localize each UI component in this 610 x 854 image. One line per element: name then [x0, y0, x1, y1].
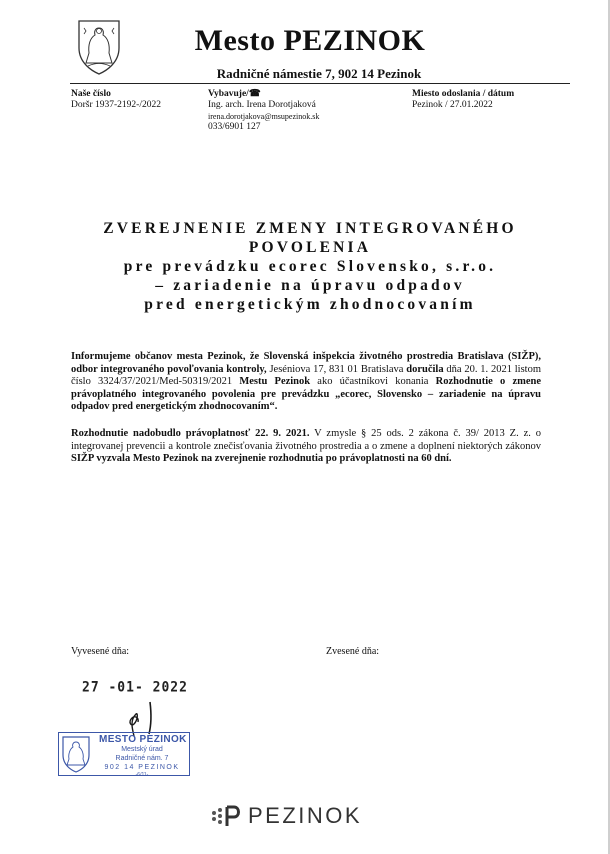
place-date-label: Miesto odoslania / dátum [412, 89, 515, 99]
office-stamp [58, 732, 190, 776]
place-date-block [412, 89, 514, 111]
paragraph-notice: Informujeme občanov mesta Pezinok, že Slovenská inšpekcia životného prostredia Bratislava (SIŽP), odbor integrovaného povoľovania kontroly, Jeséniova 17, 831 01 Bratislava doručila dňa 20. 1. 2021 listom číslo 3324/37/2021/Med-50319/2021 Mestu Pezinok ako účastníkovi konania Rozhodnutie o zmene právoplatného integrovaného povolenia pre prevádzku „ecorec, Slovensko – zariadenie na úpravu odpadov pred energetickým zhodnocovaním“. [71, 351, 542, 413]
stamp-city: 902 14 PEZINOK [104, 764, 180, 771]
our-reference-value: Doršr 1937-2192-/2022 [71, 100, 161, 110]
document-title [60, 219, 560, 314]
paragraph-effect: Rozhodnutie nadobudlo právoplatnosť 22. 9. 2021. V zmysle § 25 ods. 2 zákona č. 39/ 2013 Z. z. o integrovanej prevencii a kontrole znečisťovania životného prostredia a o zmene a doplnení niektorých zákonov SIŽP vyzvala Mesto Pezinok na zverejnenie rozhodnutia po právoplatnosti na 60 dní. [71, 428, 541, 465]
stamp-office: Mestský úrad [121, 746, 163, 753]
our-reference-label: Naše číslo [71, 89, 111, 99]
place-date-value: Pezinok / 27.01.2022 [412, 100, 493, 110]
posted-date-stamp: 27 -01- 2022 [82, 679, 188, 696]
our-reference [71, 89, 161, 111]
stamp-name: MESTO PEZINOK [99, 734, 187, 745]
handler-label: Vybavuje/☎ [208, 89, 261, 99]
removed-date-label: Zvesené dňa: [326, 646, 380, 657]
pezinok-logo-icon [210, 804, 246, 828]
handler-email: irena.dorotjakova@msupezinok.sk [208, 112, 320, 121]
letterhead-divider [70, 83, 570, 84]
handler-name: Ing. arch. Irena Dorotjaková [208, 100, 316, 110]
title-line: ZVEREJNENIE ZMENY INTEGROVANÉHO [103, 220, 517, 237]
footer-brand: PEZINOK [248, 803, 363, 828]
handler-block [208, 89, 319, 133]
title-line: POVOLENIA [248, 239, 372, 256]
handler-phone: 033/6901 127 [208, 122, 261, 132]
title-line: – zariadenie na úpravu odpadov [155, 277, 465, 294]
posted-date-label: Vyvesené dňa: [71, 646, 130, 657]
letterhead-address: Radničné námestie 7, 902 14 Pezinok [216, 66, 422, 81]
stamp-street: Radničné nám. 7 [115, 755, 169, 762]
footer-logo [210, 802, 430, 830]
title-line: pre prevádzku ecorec Slovensko, s.r.o. [123, 258, 497, 275]
letterhead-title: Mesto PEZINOK [194, 24, 426, 57]
stamp-number: -6/11- [135, 772, 149, 778]
title-line: pred energetickým zhodnocovaním [144, 296, 476, 313]
